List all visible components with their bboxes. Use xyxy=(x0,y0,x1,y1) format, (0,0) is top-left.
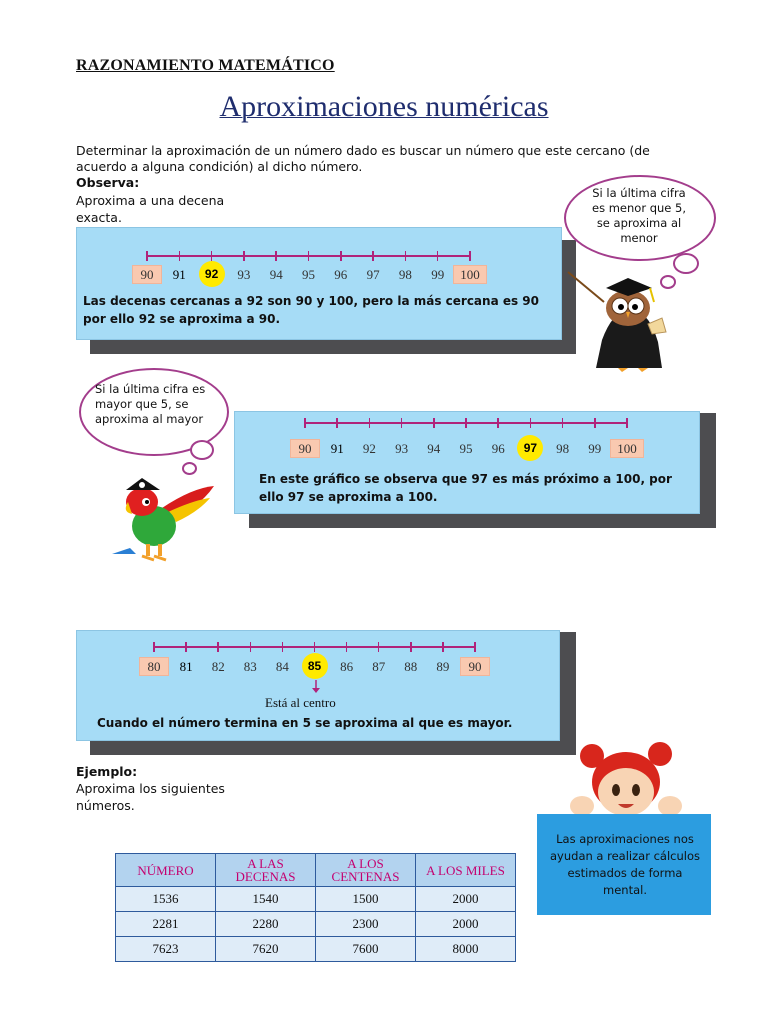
col-header-miles: A LOS MILES xyxy=(416,854,516,887)
number-label: 99 xyxy=(431,267,445,282)
table-cell: 2280 xyxy=(216,912,316,937)
number-line-tick xyxy=(626,418,628,428)
table-cell: 8000 xyxy=(416,937,516,962)
number-line-panel-1 xyxy=(76,227,562,340)
number-label: 98 xyxy=(556,441,570,456)
number-label: 91 xyxy=(330,441,344,456)
number-label: 89 xyxy=(436,659,450,674)
number-line-tick xyxy=(562,418,564,428)
intro-paragraph: Determinar la aproximación de un número dado es buscar un número que este cercano (de acuerdo a alguna condición) al dicho número. xyxy=(76,143,650,174)
number-line-tick xyxy=(308,251,310,261)
number-label: 87 xyxy=(372,659,386,674)
number-label: 90 xyxy=(140,267,154,282)
girl-character-icon xyxy=(568,740,682,820)
table-cell: 1536 xyxy=(116,887,216,912)
table-row xyxy=(116,887,516,912)
number-line-tick xyxy=(275,251,277,261)
number-line-tick xyxy=(304,418,306,428)
subject-heading: RAZONAMIENTO MATEMÁTICO xyxy=(76,57,335,74)
observa-label: Observa: xyxy=(76,175,140,190)
col-header-numero: NÚMERO xyxy=(116,854,216,887)
number-line-tick xyxy=(340,251,342,261)
col-header-centenas: A LOS CENTENAS xyxy=(316,854,416,887)
number-line-tick xyxy=(465,418,467,428)
number-line-tick xyxy=(410,642,412,652)
number-label: 84 xyxy=(275,659,289,674)
table-row xyxy=(116,912,516,937)
number-line-tick xyxy=(469,251,471,261)
number-line-tick xyxy=(179,251,181,261)
ejemplo-label: Ejemplo: xyxy=(76,764,138,779)
arrow-down-icon xyxy=(310,680,322,694)
number-line-tick xyxy=(217,642,219,652)
number-label: 95 xyxy=(459,441,473,456)
number-line-tick xyxy=(405,251,407,261)
number-line-tick xyxy=(336,418,338,428)
number-label: 99 xyxy=(588,441,602,456)
ejemplo-block xyxy=(76,763,226,814)
table-cell: 2000 xyxy=(416,887,516,912)
table-cell: 7620 xyxy=(216,937,316,962)
table-row xyxy=(116,937,516,962)
number-line-tick xyxy=(378,642,380,652)
number-label: 92 xyxy=(362,441,376,456)
table-cell: 1540 xyxy=(216,887,316,912)
highlighted-number: 85 xyxy=(307,659,322,673)
table-cell: 2300 xyxy=(316,912,416,937)
number-line-tick xyxy=(282,642,284,652)
number-line-tick xyxy=(314,642,316,652)
number-label: 93 xyxy=(395,441,409,456)
number-line-tick xyxy=(442,642,444,652)
section3-text: Cuando el número termina en 5 se aproxima al que es mayor. xyxy=(97,716,513,730)
number-line-tick xyxy=(211,251,213,261)
page-title: Aproximaciones numéricas xyxy=(219,90,549,123)
number-label: 100 xyxy=(460,267,480,282)
number-line-tick xyxy=(530,418,532,428)
section1-label: Aproxima a una decena exacta. xyxy=(76,193,225,225)
pirate-parrot-icon xyxy=(102,468,218,564)
number-label: 96 xyxy=(334,267,348,282)
number-line-tick xyxy=(153,642,155,652)
number-line-tick xyxy=(185,642,187,652)
number-label: 83 xyxy=(243,659,257,674)
number-line-tick xyxy=(433,418,435,428)
table-cell: 2281 xyxy=(116,912,216,937)
highlighted-number: 97 xyxy=(523,441,538,455)
number-label: 97 xyxy=(366,267,380,282)
owl-bubble-text: Si la última cifra es menor que 5, se aproxima al menor xyxy=(592,186,686,245)
number-label: 82 xyxy=(211,659,225,674)
number-label: 88 xyxy=(404,659,418,674)
number-line-tick xyxy=(401,418,403,428)
parrot-bubble-text: Si la última cifra es mayor que 5, se aproxima al mayor xyxy=(95,382,206,426)
number-line-tick xyxy=(497,418,499,428)
section1-text: Las decenas cercanas a 92 son 90 y 100, pero la más cercana es 90 por ello 92 se aproxima a 90. xyxy=(83,294,540,326)
number-label: 90 xyxy=(468,659,482,674)
ejemplo-instruction: Aproxima los siguientes números. xyxy=(76,781,225,813)
number-label: 81 xyxy=(179,659,193,674)
table-cell: 2000 xyxy=(416,912,516,937)
number-label: 80 xyxy=(147,659,161,674)
table-cell: 7600 xyxy=(316,937,416,962)
bubble-dot xyxy=(190,440,214,460)
number-label: 96 xyxy=(491,441,505,456)
col-header-decenas: A LAS DECENAS xyxy=(216,854,316,887)
aproximaciones-table xyxy=(115,853,516,962)
number-line-tick xyxy=(437,251,439,261)
section2-text: En este gráfico se observa que 97 es más próximo a 100, por ello 97 se aproxima a 100. xyxy=(259,472,672,504)
note-text: Las aproximaciones nos ayudan a realizar cálculos estimados de forma mental. xyxy=(550,832,700,897)
number-line-tick xyxy=(594,418,596,428)
number-line-tick xyxy=(474,642,476,652)
number-label: 94 xyxy=(427,441,441,456)
number-label: 100 xyxy=(617,441,637,456)
number-label: 93 xyxy=(237,267,251,282)
table-header-row xyxy=(116,854,516,887)
number-line-tick xyxy=(346,642,348,652)
owl-graduate-icon xyxy=(566,268,678,374)
number-label: 91 xyxy=(172,267,186,282)
number-label: 94 xyxy=(269,267,283,282)
highlighted-number: 92 xyxy=(204,267,219,281)
number-label: 98 xyxy=(398,267,412,282)
number-line-tick xyxy=(369,418,371,428)
number-label: 86 xyxy=(340,659,354,674)
table-cell: 7623 xyxy=(116,937,216,962)
number-line-tick xyxy=(372,251,374,261)
table-cell: 1500 xyxy=(316,887,416,912)
number-line-tick xyxy=(250,642,252,652)
number-line-tick xyxy=(243,251,245,261)
number-label: 90 xyxy=(298,441,312,456)
number-line-tick xyxy=(146,251,148,261)
centro-label: Está al centro xyxy=(265,695,336,710)
number-line-panel-2 xyxy=(234,411,700,514)
number-label: 95 xyxy=(302,267,315,282)
